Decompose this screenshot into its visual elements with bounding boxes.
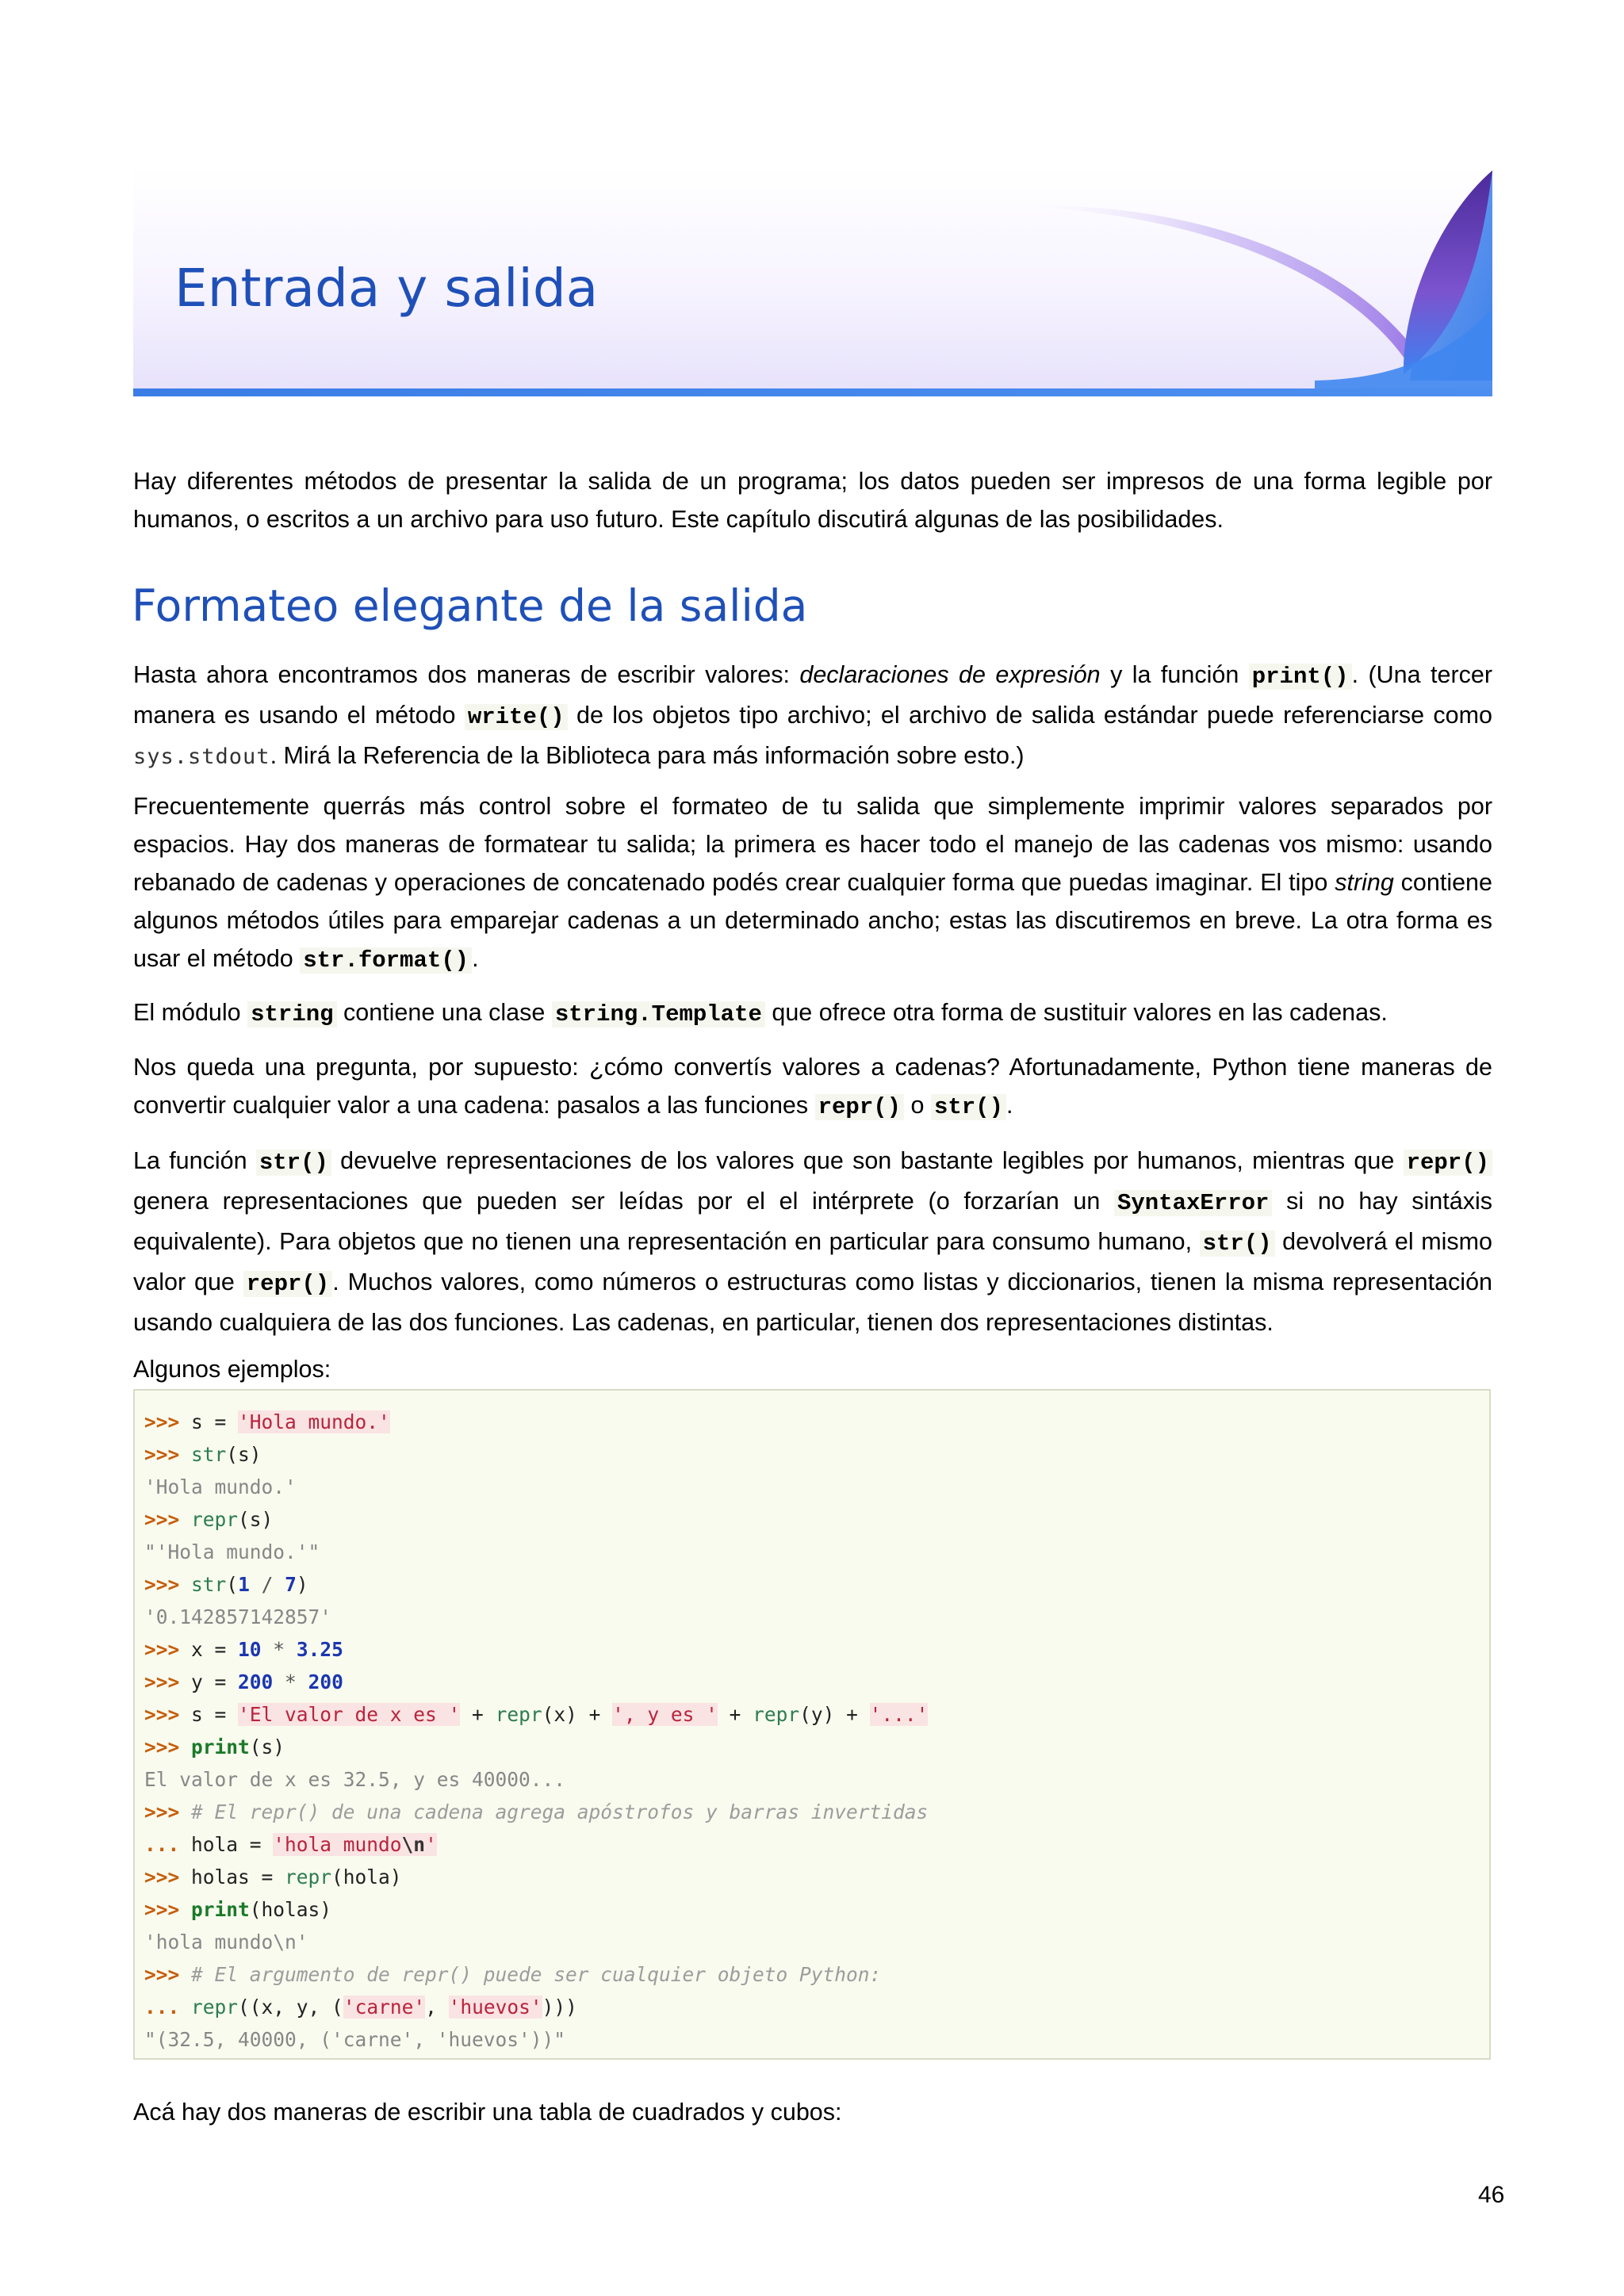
inline-code: repr() — [1404, 1150, 1492, 1176]
paragraph-3: El módulo string contiene una clase string.Template que ofrece otra forma de sustituir valores en las cadenas. — [133, 999, 1388, 1027]
code-line: >>> str(1 / 7) — [144, 1573, 308, 1596]
code-block — [133, 1389, 1491, 2060]
page-number: 46 — [1478, 2182, 1505, 2208]
inline-code: string — [247, 1001, 336, 1027]
code-line: >>> repr(s) — [144, 1508, 274, 1531]
code-line: ... hola = 'hola mundo\n' — [144, 1833, 437, 1856]
inline-code: string.Template — [552, 1001, 765, 1027]
emphasis: string — [1335, 869, 1394, 896]
code-line: >>> y = 200 * 200 — [144, 1670, 343, 1693]
paragraph-4: Nos queda una pregunta, por supuesto: ¿cómo convertís valores a cadenas? Afortunadamente, Python tiene maneras de convertir cualquier valor a una cadena: pasalos a las funciones repr() o str() . — [133, 1054, 1492, 1120]
after-code-paragraph: Acá hay dos maneras de escribir una tabla de cuadrados y cubos: — [133, 2099, 842, 2126]
code-line: "'Hola mundo.'" — [144, 1540, 320, 1563]
paragraph-2: Frecuentemente querrás más control sobre el formateo de tu salida que simplemente imprimir valores separados por espacios. Hay dos maneras de formatear tu salida; la primera es hacer todo el manejo de las cadenas vos mismo: usando rebanado de cadenas y operaciones de concatenado podés crear cualquier forma que puedas imaginar. El tipo string contiene algunos métodos útiles para emparejar cadenas a un determinado ancho; estas las discutiremos en breve. La otra forma es usar el método str.format() . — [133, 793, 1492, 974]
inline-code: str() — [256, 1150, 331, 1176]
chapter-title: Entrada y salida — [174, 258, 599, 319]
code-line: '0.142857142857' — [144, 1605, 332, 1628]
inline-code: SyntaxError — [1114, 1190, 1272, 1216]
inline-code: str() — [1200, 1230, 1275, 1257]
emphasis: declaraciones de expresión — [799, 661, 1101, 688]
examples-label: Algunos ejemplos: — [133, 1356, 331, 1383]
code-line: >>> print(holas) — [144, 1898, 332, 1921]
code-line: >>> str(s) — [144, 1443, 262, 1466]
code-line: "(32.5, 40000, ('carne', 'huevos'))" — [144, 2028, 566, 2051]
inline-code: sys.stdout — [133, 744, 270, 769]
code-line: El valor de x es 32.5, y es 40000... — [144, 1768, 566, 1791]
code-line: >>> # El repr() de una cadena agrega apóstrofos y barras invertidas — [144, 1800, 929, 1823]
banner-underline — [133, 388, 1492, 396]
code-line: ... repr((x, y, ('carne', 'huevos'))) — [144, 1996, 577, 2019]
intro-paragraph: Hay diferentes métodos de presentar la salida de un programa; los datos pueden ser impresos de una forma legible por humanos, o escritos a un archivo para uso futuro. Este capítulo discutirá algunas de las posibilidades. — [133, 468, 1492, 533]
section-title: Formateo elegante de la salida — [132, 580, 808, 631]
code-line: >>> x = 10 * 3.25 — [144, 1638, 343, 1661]
code-line: 'hola mundo\n' — [144, 1931, 308, 1954]
inline-code: repr() — [243, 1271, 332, 1297]
code-line: >>> holas = repr(hola) — [144, 1866, 402, 1888]
code-line: 'Hola mundo.' — [144, 1475, 297, 1498]
paragraph-1: Hasta ahora encontramos dos maneras de escribir valores: declaraciones de expresión y la función print() . (Una tercer manera es usando el método write() de los objetos tipo archivo; el archivo de salida estándar puede referenciarse como sys.stdout. Mirá la Referencia de la Biblioteca para más información sobre esto.) — [133, 661, 1493, 769]
code-line: >>> # El argumento de repr() puede ser cualquier objeto Python: — [144, 1963, 882, 1986]
paragraph-5: La función str() devuelve representaciones de los valores que son bastante legibles por humanos, mientras que repr() genera representaciones que pueden ser leídas por el el intérprete (o forzarían un SyntaxError si no hay sintáxis equivalente). Para objetos que no tienen una representación en particular para consumo humano, str() devolverá el mismo valor que repr() . Muchos valores, como números o estructuras como listas y diccionarios, tienen la misma representación usando cualquiera de las dos funciones. Las cadenas, en particular, tienen dos representaciones distintas. — [133, 1147, 1492, 1336]
inline-code: write() — [465, 704, 568, 730]
inline-code: print() — [1249, 664, 1352, 690]
code-line: >>> print(s) — [144, 1735, 285, 1758]
code-line: >>> s = 'El valor de x es ' + repr(x) + ', y es ' + repr(y) + '...' — [144, 1703, 929, 1726]
inline-code: str() — [931, 1094, 1006, 1120]
inline-code: repr() — [815, 1094, 904, 1120]
inline-code: str.format() — [300, 947, 472, 974]
code-line: >>> s = 'Hola mundo.' — [144, 1410, 390, 1433]
